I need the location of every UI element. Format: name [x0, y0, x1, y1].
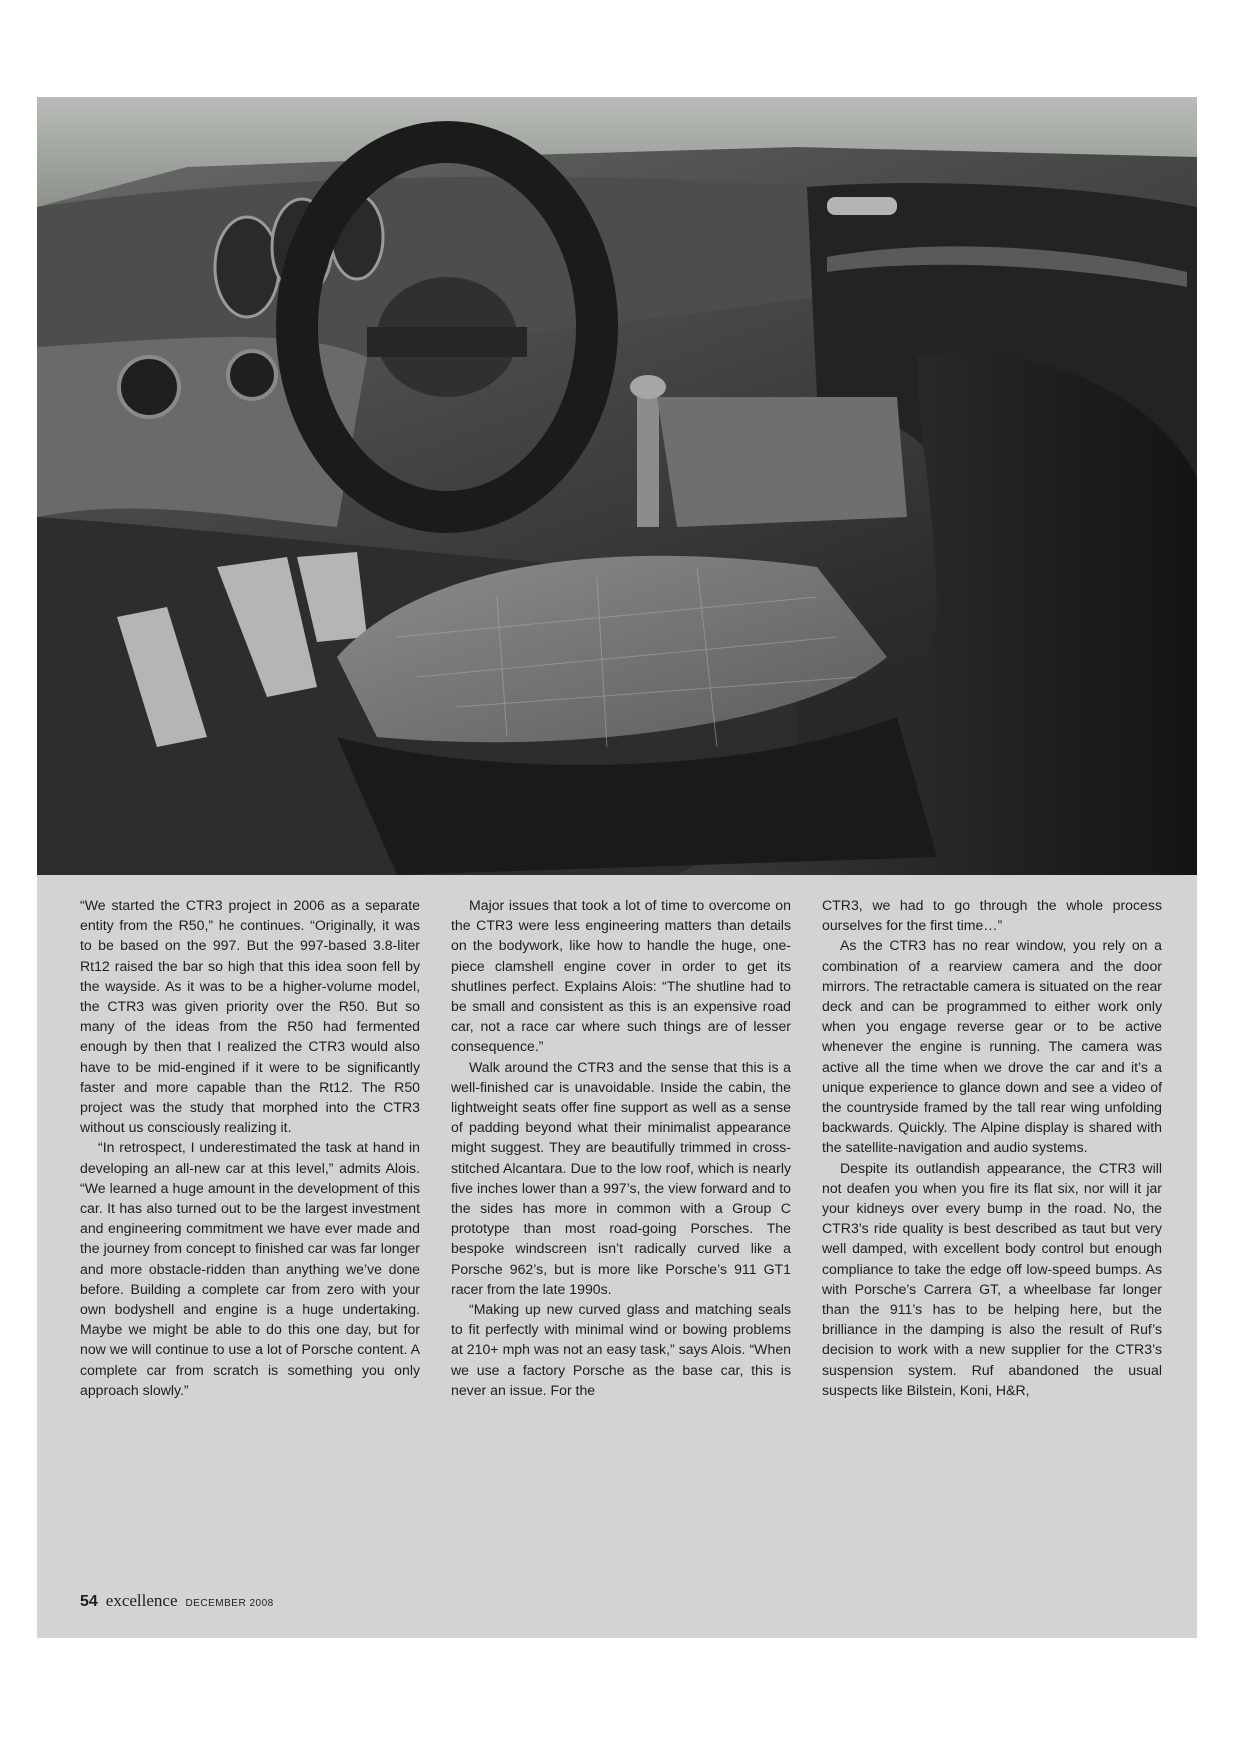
magazine-page — [37, 97, 1197, 1638]
paragraph: Major issues that took a lot of time to overcome on the CTR3 were less engineering matters than details on the bodywork, like how to handle the huge, one-piece clamshell engine cover in order to get its shutlines perfect. Explains Alois: “The shutline had to be small and consistent as this is an expensive road car, not a race car where such things are of lesser consequence.” — [451, 897, 791, 1055]
page-footer — [80, 1591, 274, 1615]
page-number: 54 — [80, 1593, 98, 1610]
article-body — [37, 875, 1197, 1638]
magazine-name: excellence — [105, 1591, 178, 1610]
issue-date: DECEMBER 2008 — [185, 1598, 274, 1609]
vent-left — [119, 357, 179, 417]
column-2 — [451, 895, 791, 1400]
paragraph: Despite its outlandish appearance, the CTR3 will not deafen you when you fire its flat six, nor will it jar your kidneys over every bump in the road. No, the CTR3’s ride quality is best described as taut but very well damped, with excellent body control but enough compliance to take the edge off low-speed bumps. As with Porsche’s Carrera GT, a wheelbase far longer than the 911’s has to be helping here, but the brilliance in the damping is also the result of Ruf’s decision to work with a new supplier for the CTR3’s suspension system. Ruf abandoned the usual suspects like Bilstein, Koni, H&R, — [822, 1159, 1162, 1398]
paragraph: Walk around the CTR3 and the sense that this is a well-finished car is unavoidable. Inside the cabin, the lightweight seats offer fine support as well as a sense of padding beyond what their minimalist appearance might suggest. They are beautifully trimmed in cross-stitched Alcantara. Due to the low roof, which is nearly five inches lower than a 997’s, the view forward and to the sides has more in common with a Group C prototype than most road-going Porsches. The bespoke windscreen isn’t radically curved like a Porsche 962’s, but is more like Porsche’s 911 GT1 racer from the late 1990s. — [451, 1058, 791, 1297]
paragraph: As the CTR3 has no rear window, you rely on a combination of a rearview camera and the door mirrors. The retractable camera is situated on the rear deck and can be programmed to either work only when you engage reverse gear or to be active whenever the engine is running. The camera was active all the time when we drove the car and it’s a unique experience to glance down and see a video of the countryside framed by the tall rear wing unfolding backwards. Quickly. The Alpine display is shared with the satellite-navigation and audio systems. — [822, 937, 1162, 1156]
gear-lever — [637, 387, 659, 527]
seat — [337, 353, 1197, 875]
paragraph: “We started the CTR3 project in 2006 as a separate entity from the R50,” he continues. “Originally, it was to be based on the 997. But the 997-based 3.8-liter Rt12 raised the bar so high that this idea soon fell by the wayside. As it was to be a higher-volume model, the CTR3 was given priority over the R50. But so many of the ideas from the R50 had fermented enough by then that I realized the CTR3 would also have to be mid-engined if it were to be significantly faster and more capable than the Rt12. The R50 project was the study that morphed into the CTR3 without us consciously realizing it. — [80, 897, 420, 1136]
paragraph: “In retrospect, I underestimated the task at hand in developing an all-new car at this level,” admits Alois. “We learned a huge amount in the development of this car. It has also turned out to be the largest investment and engineering commitment we have ever made and the journey from concept to finished car was far longer and more obstacle-ridden than anything we’ve done before. Building a complete car from zero with your own bodyshell and engine is a huge undertaking. Maybe we might be able to do this one day, but for now we will continue to use a lot of Porsche content. A complete car from scratch is something you only approach slowly.” — [80, 1139, 420, 1398]
interior-illustration — [37, 97, 1197, 875]
paragraph: “Making up new curved glass and matching seals to fit perfectly with minimal wind or bowing problems at 210+ mph was not an easy task,” says Alois. “When we use a factory Porsche as the base car, this is never an issue. For the — [451, 1301, 791, 1398]
column-3 — [822, 895, 1162, 1400]
column-1 — [80, 895, 420, 1400]
vent-right — [228, 351, 276, 399]
paragraph: CTR3, we had to go through the whole process ourselves for the first time…” — [822, 897, 1162, 934]
door-handle — [827, 197, 897, 215]
cabin-photo — [37, 97, 1197, 875]
